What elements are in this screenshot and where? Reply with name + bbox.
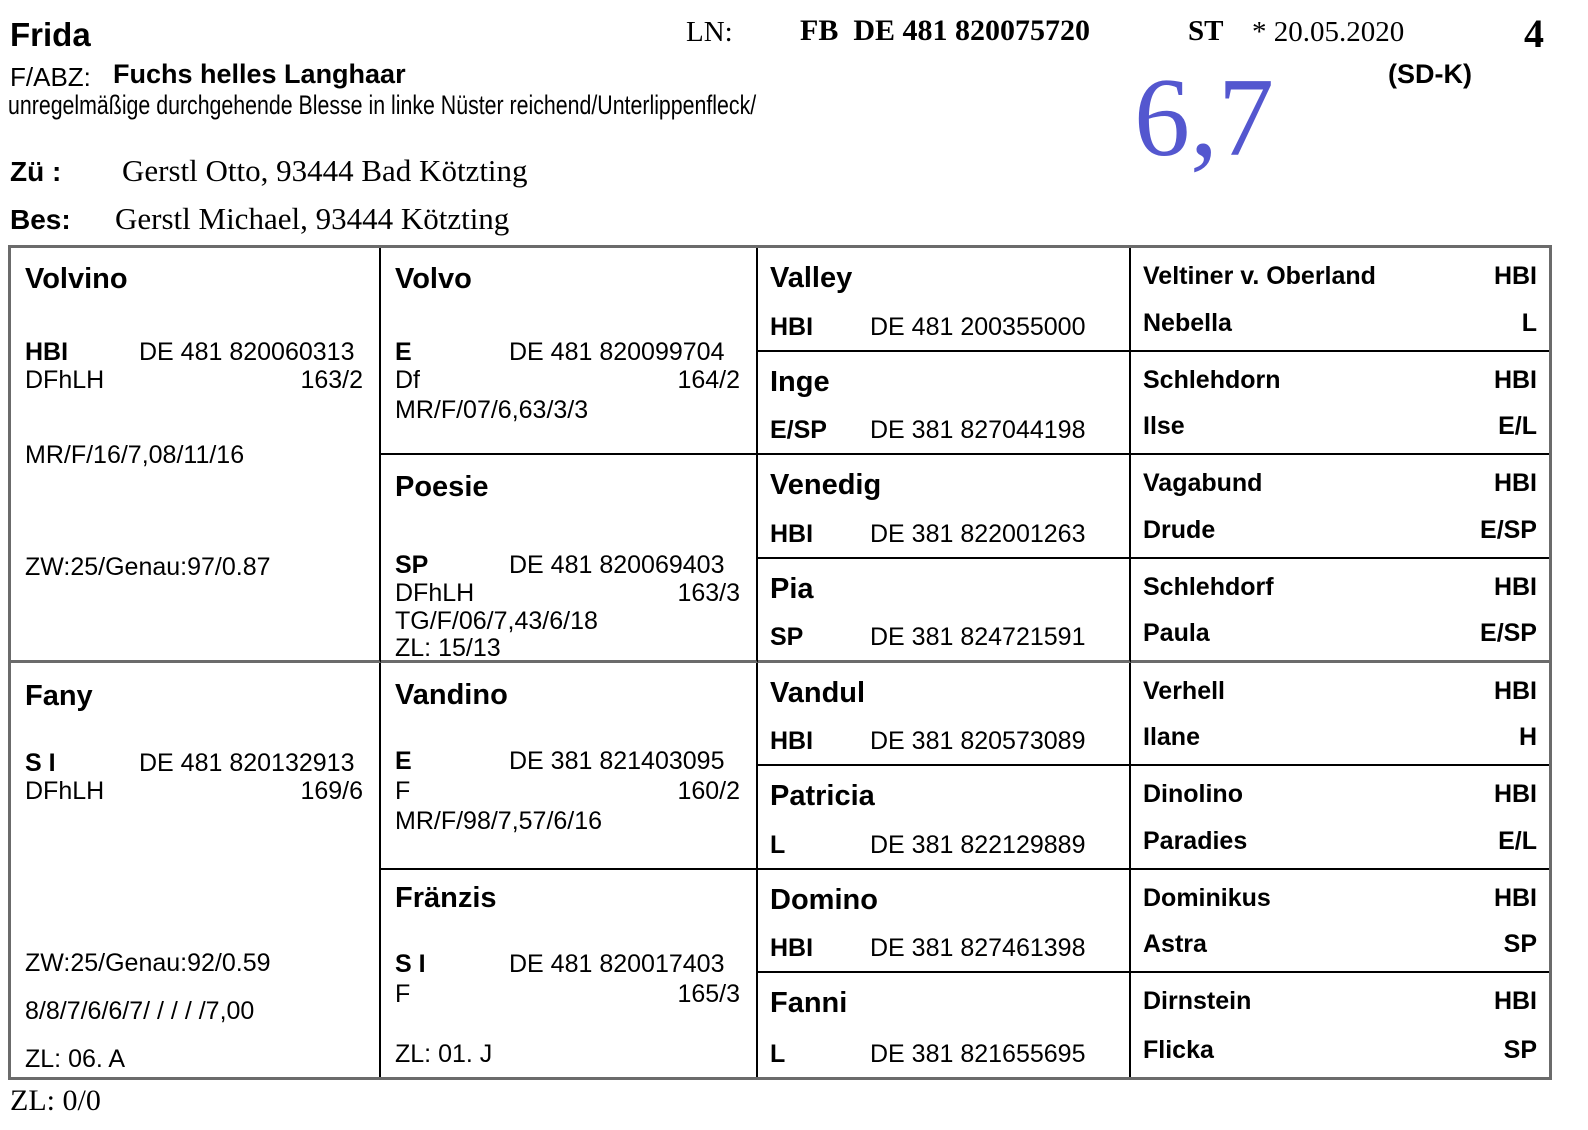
breeder-label: Zü : bbox=[10, 156, 62, 187]
breeding-value: ZW:25/Genau:92/0.59 bbox=[25, 948, 271, 977]
foal-record-footer: ZL: 0/0 bbox=[10, 1084, 101, 1117]
pedigree-cell-sire bbox=[11, 248, 381, 663]
foal-record: ZL: 01. J bbox=[395, 1039, 493, 1068]
horse-name: Drude bbox=[1143, 515, 1216, 544]
horse-name-title: Frida bbox=[10, 16, 91, 53]
measurement: 163/2 bbox=[300, 366, 363, 394]
horse-name: Poesie bbox=[395, 471, 489, 504]
pedigree-cell-gen3 bbox=[758, 973, 1131, 1077]
pedigree-cell-gen4 bbox=[1131, 455, 1549, 559]
premium-code: SP bbox=[1503, 930, 1537, 959]
premium-code: HBI bbox=[1493, 883, 1537, 912]
premium-code: HBI bbox=[1493, 676, 1537, 705]
conformation-scores: 8/8/7/6/6/7/ / / / /7,00 bbox=[25, 996, 255, 1025]
pedigree-cell-gen2 bbox=[381, 870, 758, 1077]
horse-name: Fränzis bbox=[395, 881, 497, 914]
premium-code: SP bbox=[395, 551, 429, 580]
horse-name: Venedig bbox=[770, 469, 882, 502]
horse-name: Vagabund bbox=[1143, 469, 1263, 498]
coat-description: Fuchs helles Langhaar bbox=[113, 59, 406, 89]
horse-name: Vandul bbox=[770, 676, 866, 709]
performance-record: MR/F/07/6,63/3/3 bbox=[395, 396, 589, 424]
owner-label: Bes: bbox=[10, 204, 71, 235]
horse-name: Dinolino bbox=[1143, 780, 1243, 809]
horse-name: Fany bbox=[25, 679, 93, 712]
pedigree-cell-gen3 bbox=[758, 870, 1131, 974]
breed-code: Df bbox=[395, 366, 420, 394]
premium-code: E/SP bbox=[1480, 618, 1537, 647]
pedigree-cell-gen4 bbox=[1131, 559, 1549, 663]
horse-name: Paula bbox=[1143, 618, 1210, 647]
pedigree-cell-gen3 bbox=[758, 455, 1131, 559]
measurement: 160/2 bbox=[677, 776, 740, 805]
horse-name: Veltiner v. Oberland bbox=[1143, 262, 1376, 290]
horse-name: Volvo bbox=[395, 263, 472, 295]
horse-id: DE 381 820573089 bbox=[870, 727, 1086, 756]
horse-id: DE 381 827044198 bbox=[870, 416, 1086, 445]
breeder-name: Gerstl Otto, 93444 Bad Kötzting bbox=[122, 153, 528, 188]
premium-code: HBI bbox=[25, 338, 69, 366]
pedigree-cell-gen4 bbox=[1131, 352, 1549, 456]
measurement: 163/3 bbox=[677, 579, 740, 608]
premium-code: HBI bbox=[1493, 262, 1537, 290]
pedigree-cell-gen3 bbox=[758, 352, 1131, 456]
premium-code: HBI bbox=[1493, 780, 1537, 809]
horse-id: DE 381 821655695 bbox=[870, 1040, 1086, 1068]
horse-name: Vandino bbox=[395, 678, 508, 711]
horse-name: Astra bbox=[1143, 930, 1207, 959]
premium-code: HBI bbox=[1493, 987, 1537, 1016]
pedigree-cell-gen3 bbox=[758, 248, 1131, 352]
premium-code: L bbox=[770, 830, 786, 859]
horse-name: Verhell bbox=[1143, 676, 1225, 705]
breed-code: F bbox=[395, 776, 411, 805]
measurement: 164/2 bbox=[677, 366, 740, 394]
horse-id: DE 481 820099704 bbox=[509, 338, 725, 366]
premium-code: L bbox=[770, 1040, 786, 1068]
measurement: 165/3 bbox=[677, 979, 740, 1008]
premium-code: HBI bbox=[1493, 572, 1537, 601]
breed-code: DFhLH bbox=[395, 579, 475, 608]
pedigree-cell-dam bbox=[11, 663, 381, 1078]
performance-record: TG/F/06/7,43/6/18 bbox=[395, 607, 598, 636]
performance-record: MR/F/16/7,08/11/16 bbox=[25, 441, 245, 469]
pedigree-cell-gen3 bbox=[758, 559, 1131, 663]
premium-code: E/SP bbox=[770, 416, 827, 445]
page-number: 4 bbox=[1524, 11, 1544, 56]
horse-name: Domino bbox=[770, 883, 878, 916]
breeding-value: ZW:25/Genau:97/0.87 bbox=[25, 553, 271, 581]
horse-id: DE 481 200355000 bbox=[870, 312, 1086, 341]
horse-id: DE 381 822001263 bbox=[870, 519, 1086, 548]
premium-code: HBI bbox=[770, 312, 814, 341]
pedigree-cell-gen3 bbox=[758, 766, 1131, 870]
birth-date: * 20.05.2020 bbox=[1252, 16, 1405, 48]
horse-id: DE 481 820060313 bbox=[139, 338, 355, 366]
premium-code: E bbox=[395, 338, 412, 366]
premium-code: E/L bbox=[1498, 412, 1537, 441]
horse-name: Ilse bbox=[1143, 412, 1185, 441]
horse-name: Dirnstein bbox=[1143, 987, 1252, 1016]
studbook-id: FB DE 481 820075720 bbox=[800, 14, 1091, 47]
pedigree-cell-gen3 bbox=[758, 663, 1131, 767]
color-markings-label: F/ABZ: bbox=[10, 62, 91, 92]
pedigree-cell-gen2 bbox=[381, 248, 758, 455]
evaluation-score: 6,7 bbox=[1134, 56, 1274, 180]
premium-code: SP bbox=[1503, 1036, 1537, 1064]
breed-code: F bbox=[395, 979, 411, 1008]
horse-name: Schlehdorf bbox=[1143, 572, 1274, 601]
premium-code: HBI bbox=[770, 727, 814, 756]
measurement: 169/6 bbox=[300, 776, 363, 805]
premium-code: E/SP bbox=[1480, 515, 1537, 544]
owner-name: Gerstl Michael, 93444 Kötzting bbox=[115, 201, 510, 236]
breed-code: DFhLH bbox=[25, 366, 105, 394]
horse-id: DE 381 822129889 bbox=[870, 830, 1086, 859]
horse-name: Flicka bbox=[1143, 1036, 1214, 1064]
premium-code: S I bbox=[395, 949, 426, 978]
life-number-label: LN: bbox=[686, 16, 733, 48]
horse-id: DE 381 821403095 bbox=[509, 746, 725, 775]
horse-name: Nebella bbox=[1143, 308, 1232, 337]
horse-name: Ilane bbox=[1143, 723, 1200, 752]
markings-description: unregelmäßige durchgehende Blesse in linke Nüster reichend/Unterlippenfleck/ bbox=[8, 90, 757, 120]
horse-name: Valley bbox=[770, 262, 853, 294]
premium-code: E bbox=[395, 746, 412, 775]
section-code: (SD-K) bbox=[1388, 59, 1472, 89]
horse-name: Dominikus bbox=[1143, 883, 1271, 912]
horse-name: Patricia bbox=[770, 780, 875, 813]
horse-name: Fanni bbox=[770, 987, 848, 1020]
premium-code: HBI bbox=[770, 519, 814, 548]
premium-code: S I bbox=[25, 748, 56, 777]
horse-id: DE 381 824721591 bbox=[870, 622, 1086, 651]
foal-record: ZL: 15/13 bbox=[395, 634, 501, 663]
horse-name: Paradies bbox=[1143, 826, 1248, 855]
premium-code: H bbox=[1518, 723, 1537, 752]
horse-name: Inge bbox=[770, 365, 830, 398]
pedigree-cell-gen4 bbox=[1131, 766, 1549, 870]
premium-code: HBI bbox=[1493, 469, 1537, 498]
st-label: ST bbox=[1188, 15, 1224, 47]
premium-code: E/L bbox=[1498, 826, 1537, 855]
horse-name: Pia bbox=[770, 572, 814, 605]
pedigree-cell-gen4 bbox=[1131, 663, 1549, 767]
foal-record: ZL: 06. A bbox=[25, 1044, 126, 1073]
premium-code: HBI bbox=[770, 934, 814, 963]
horse-id: DE 481 820069403 bbox=[509, 551, 725, 580]
premium-code: SP bbox=[770, 622, 804, 651]
horse-name: Volvino bbox=[25, 263, 128, 295]
pedigree-cell-gen4 bbox=[1131, 870, 1549, 974]
horse-name: Schlehdorn bbox=[1143, 365, 1281, 394]
horse-id: DE 481 820132913 bbox=[139, 748, 355, 777]
breed-code: DFhLH bbox=[25, 776, 105, 805]
pedigree-cell-gen4 bbox=[1131, 973, 1549, 1077]
pedigree-cell-gen2 bbox=[381, 663, 758, 870]
pedigree-table bbox=[8, 245, 1552, 1080]
horse-id: DE 481 820017403 bbox=[509, 949, 725, 978]
pedigree-cell-gen2 bbox=[381, 455, 758, 662]
performance-record: MR/F/98/7,57/6/16 bbox=[395, 806, 603, 835]
horse-id: DE 381 827461398 bbox=[870, 934, 1086, 963]
pedigree-cell-gen4 bbox=[1131, 248, 1549, 352]
premium-code: HBI bbox=[1493, 365, 1537, 394]
premium-code: L bbox=[1521, 308, 1537, 337]
